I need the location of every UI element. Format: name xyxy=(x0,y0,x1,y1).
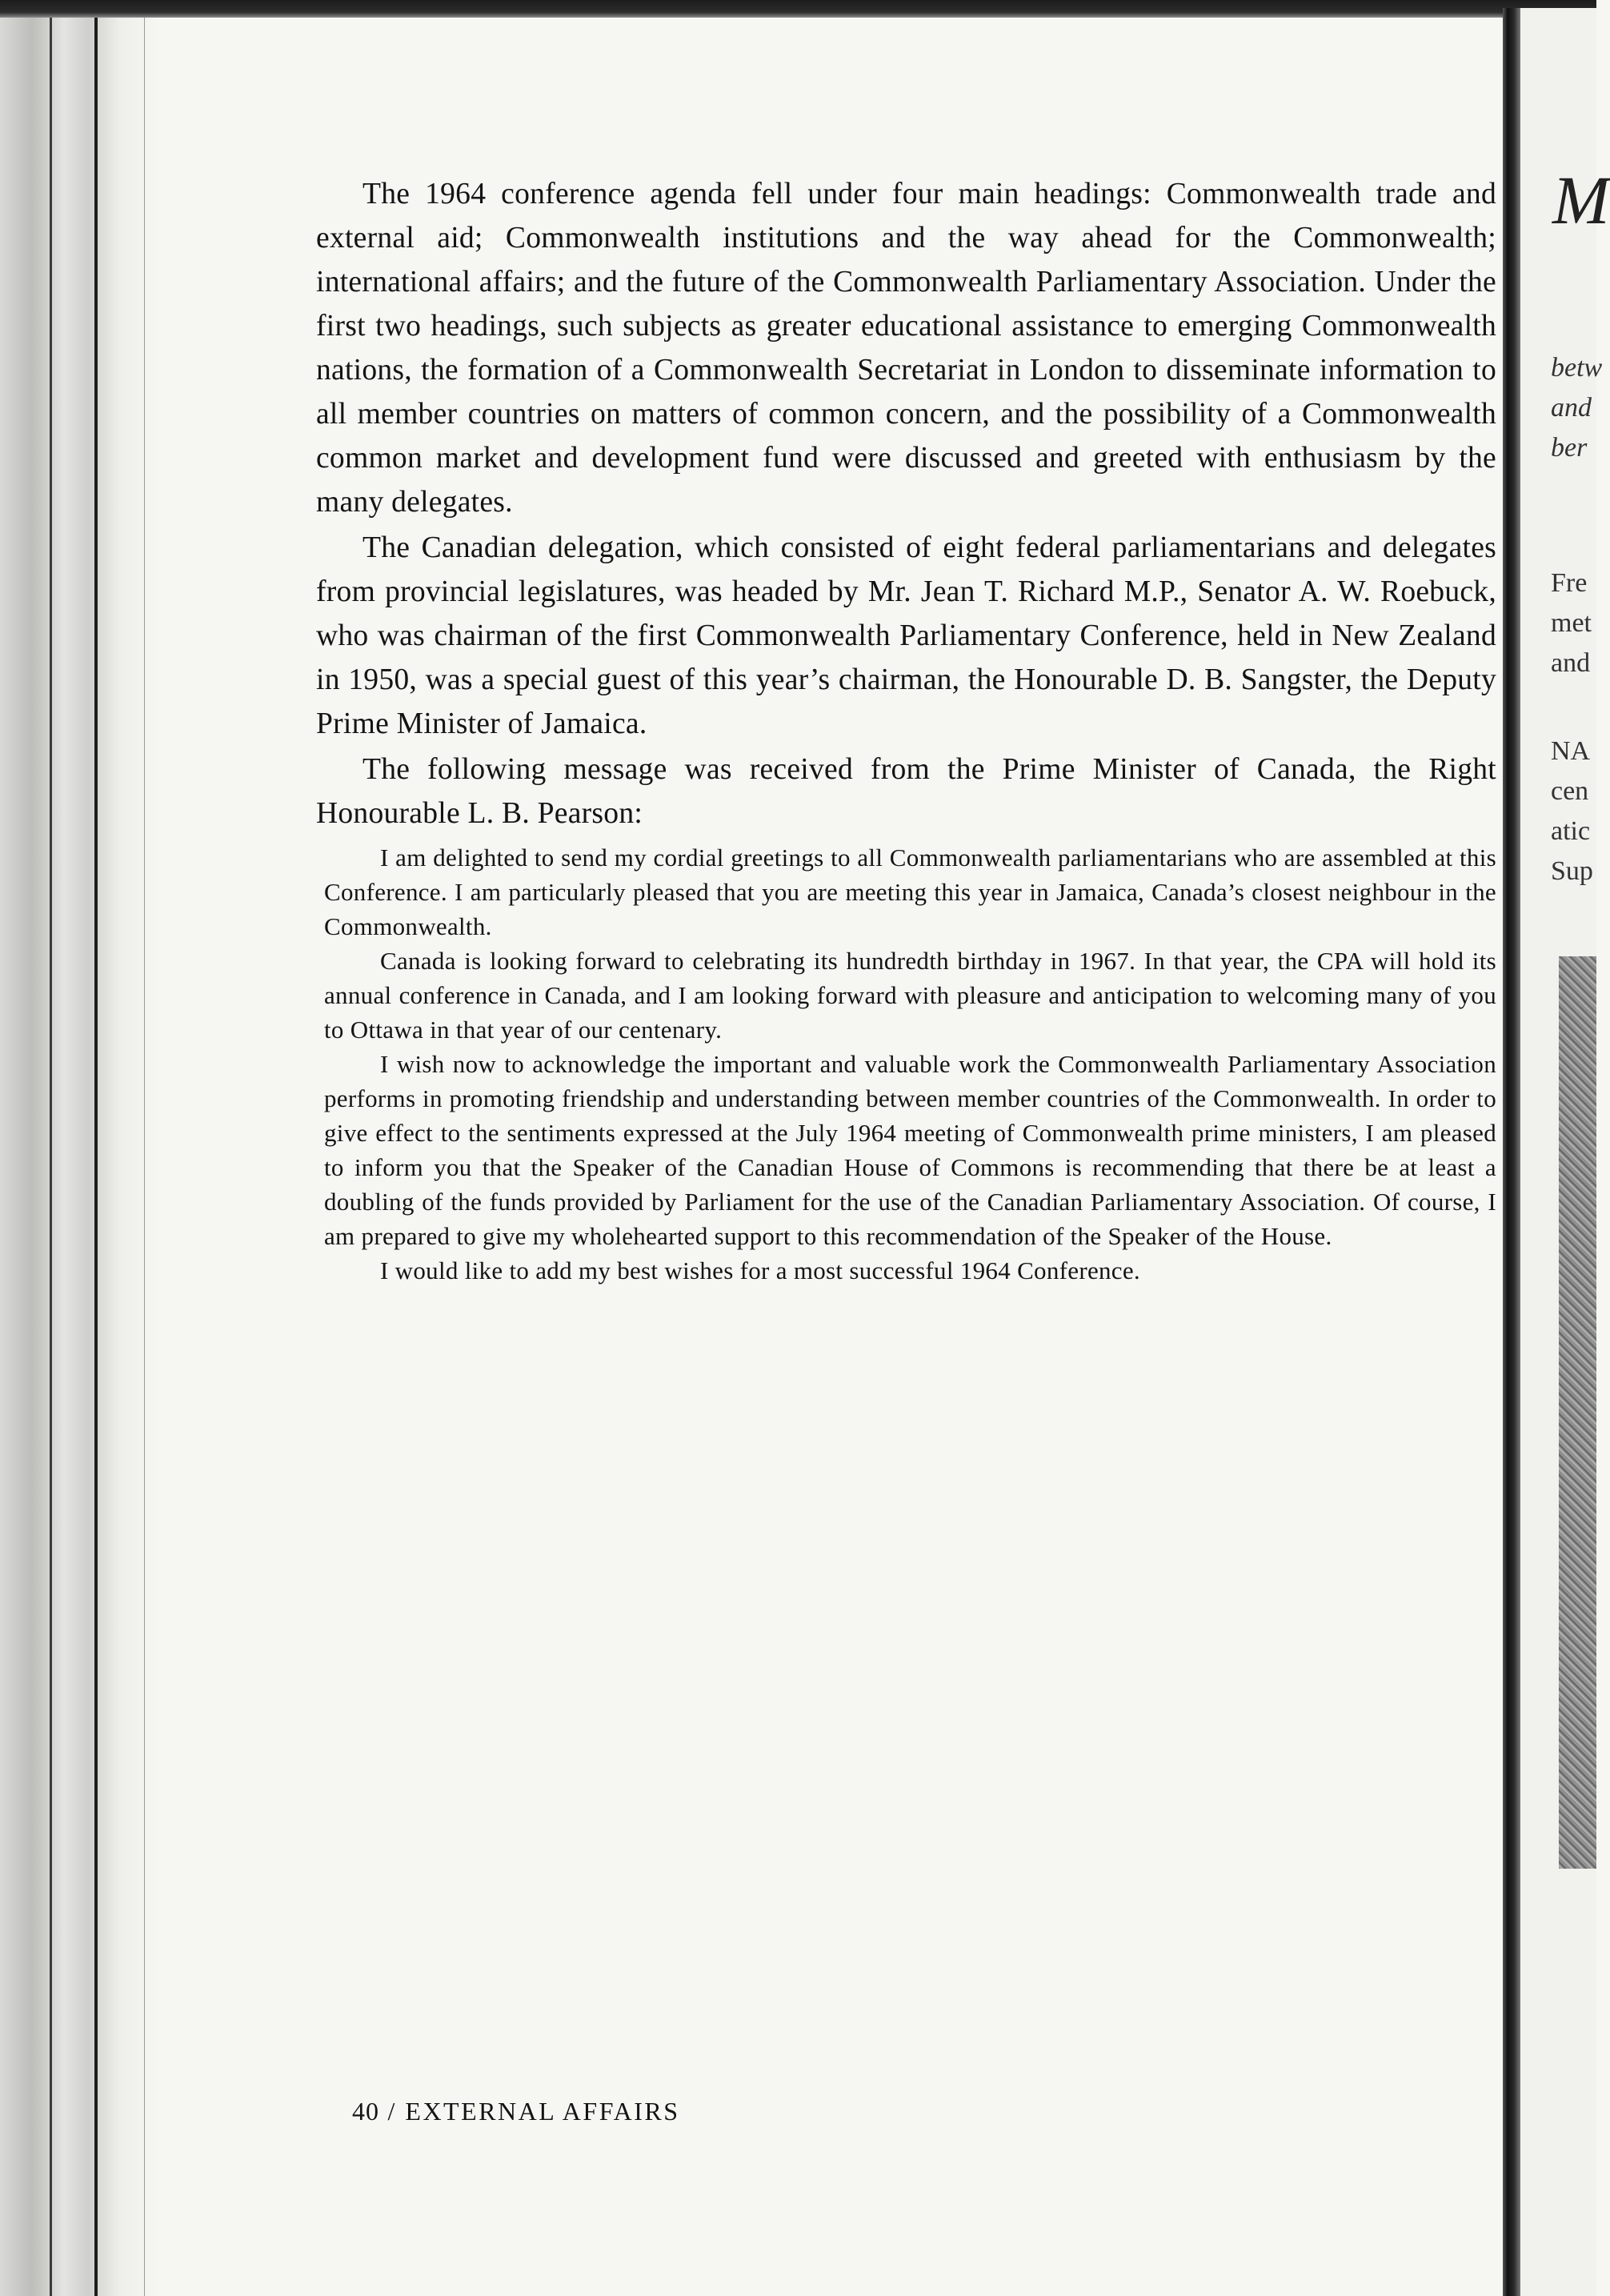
quote-paragraph: I am delighted to send my cordial greetings to all Commonwealth parliamentarians who are assembled at this Conference. I am particularly pleased that you are meeting this year in Jamaica, Canada’s closest neighbour in the Commonwealth. xyxy=(324,843,1496,940)
quote-paragraph: I would like to add my best wishes for a most successful 1964 Conference. xyxy=(380,1256,1140,1284)
gutter-line xyxy=(144,18,145,2296)
page-number: 40 xyxy=(352,2097,379,2126)
body-paragraph: The 1964 conference agenda fell under four main headings: Commonwealth trade and external aid; Commonwealth institutions and the way ahead for the Commonwealth; international affairs; and the future of the Commonwealth Parliamentary Association. Under the first two headings, such subjects as greater educational assistance to emerging Commonwealth nations, the formation of a Commonwealth Secretariat in London to disseminate information to all member countries on matters of common concern, and the possibility of a Commonwealth common market and development fund were discussed and greeted with enthusiasm by the many delegates. xyxy=(316,178,1496,519)
body-paragraph: The following message was received from the Prime Minister of Canada, the Right Honourable L. B. Pearson: xyxy=(316,753,1496,830)
gutter-line xyxy=(50,18,52,2296)
facing-page-photo xyxy=(1559,956,1596,1869)
gutter-line xyxy=(94,18,98,2296)
publication-name: EXTERNAL AFFAIRS xyxy=(405,2097,680,2126)
scan-edge-top xyxy=(0,0,1596,18)
quote-paragraph: I wish now to acknowledge the important and valuable work the Commonwealth Parliamentary Association performs in promoting friendship and understanding between member countries of the Commonwealth. In order to give effect to the sentiments expressed at the July 1964 meeting of Commonwealth prime ministers, I am pleased to inform you that the Speaker of the Canadian House of Commons is recommending that there be at least a doubling of the funds provided by Parliament for the use of the Canadian Parliamentary Association. Of course, I am prepared to give my wholehearted support to this recommendation of the Speaker of the House. xyxy=(324,1050,1496,1250)
facing-page-fragment xyxy=(1520,8,1610,2296)
facing-page-title: M xyxy=(1552,162,1610,238)
facing-page-text: betw and ber xyxy=(1551,353,1603,463)
book-spine xyxy=(1503,8,1520,2296)
pearson-message xyxy=(316,840,1496,1288)
body-paragraph: The Canadian delegation, which consisted of eight federal parliamentarians and delegates from provincial legislatures, was headed by Mr. Jean T. Richard M.P., Senator A. W. Roebuck, who was chairman of the first Commonwealth Parliamentary Conference, held in New Zealand in 1950, was a special guest of this year’s chairman, the Honourable D. B. Sangster, the Deputy Prime Minister of Jamaica. xyxy=(316,531,1496,740)
quote-paragraph: Canada is looking forward to celebrating its hundredth birthday in 1967. In that year, the CPA will hold its annual conference in Canada, and I am looking forward with pleasure and anticipation to welcoming many of you to Ottawa in that year of our centenary. xyxy=(324,947,1496,1044)
page-footer xyxy=(352,2097,680,2126)
binding-gutter xyxy=(0,18,160,2296)
facing-page-text: NA cen atic Sup xyxy=(1551,736,1593,886)
facing-page-text: Fre met and xyxy=(1551,568,1592,678)
footer-separator: / xyxy=(387,2097,397,2126)
article-body xyxy=(316,172,1496,1288)
